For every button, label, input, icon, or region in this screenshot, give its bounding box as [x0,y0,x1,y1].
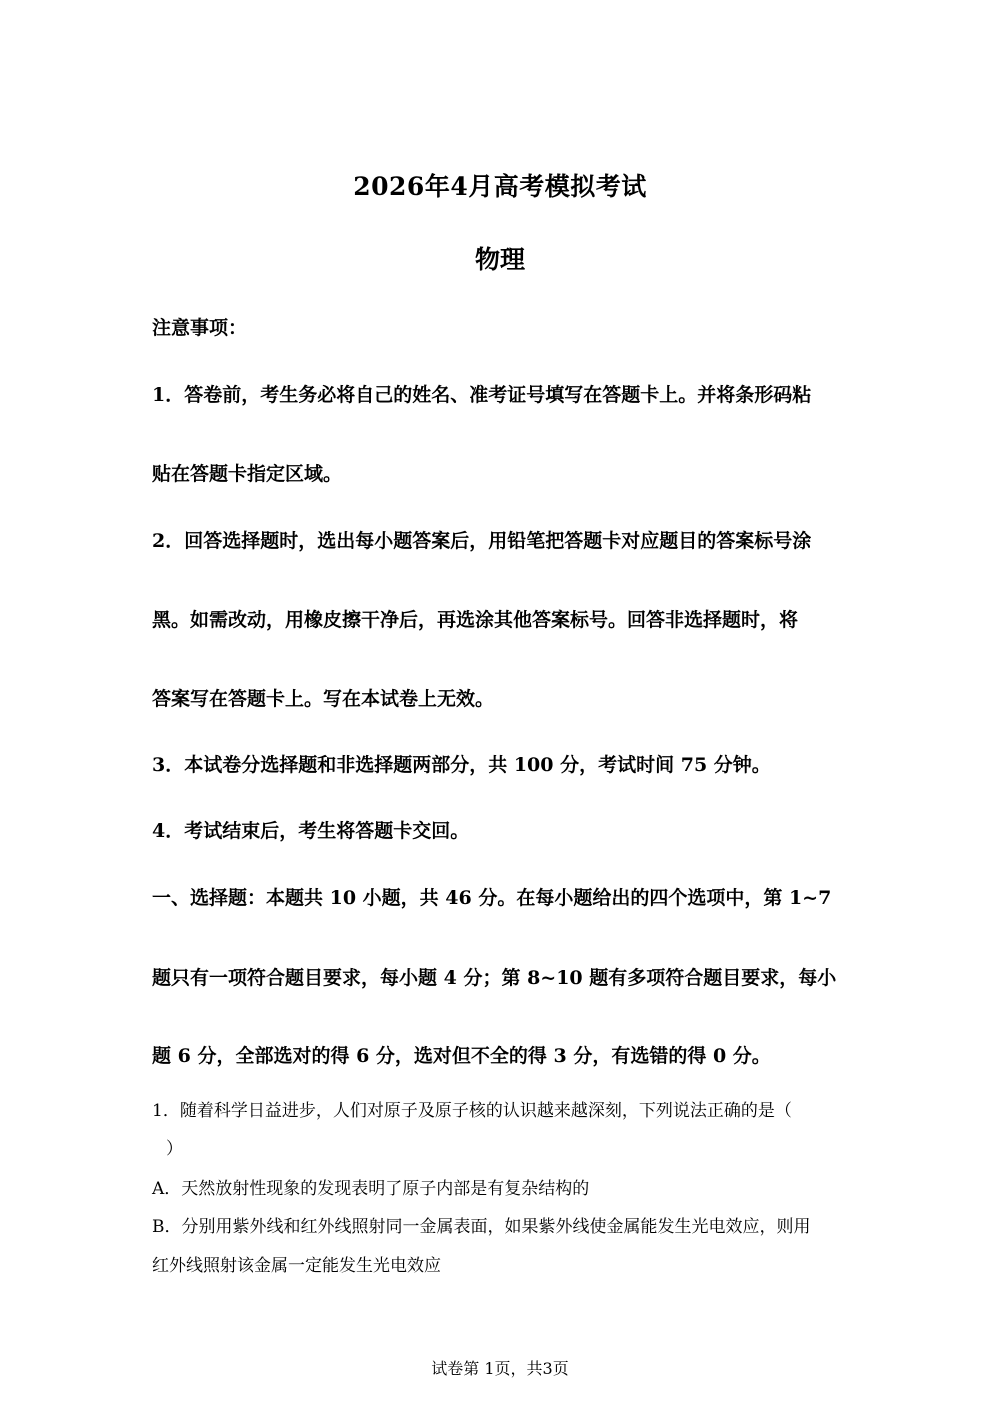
section1-intro-line-3: 题 6 分，全部选对的得 6 分，选对但不全的得 3 分，有选错的得 0 分。 [152,1045,771,1067]
notice-line-7: 4．考试结束后，考生将答题卡交回。 [152,820,470,842]
question1-stem-line-1: 1．随着科学日益进步，人们对原子及原子核的认识越来越深刻，下列说法正确的是（ [152,1101,792,1121]
notice-line-1: 1．答卷前，考生务必将自己的姓名、准考证号填写在答题卡上。并将条形码粘 [152,384,812,406]
notice-line-2: 贴在答题卡指定区域。 [152,463,343,485]
page-footer: 试卷第 1页，共3页 [431,1359,569,1378]
section1-intro-line-1: 一、选择题：本题共 10 小题，共 46 分。在每小题给出的四个选项中，第 1~7 [152,887,832,909]
question1-stem-line-2: ） [166,1139,183,1159]
question1-option-b-line-1: B．分别用紫外线和红外线照射同一金属表面，如果紫外线使金属能发生光电效应，则用 [152,1217,811,1237]
exam-title: 2026年4月高考模拟考试 [353,172,647,201]
notice-line-4: 黑。如需改动，用橡皮擦干净后，再选涂其他答案标号。回答非选择题时，将 [152,609,799,631]
notice-line-6: 3．本试卷分选择题和非选择题两部分，共 100 分，考试时间 75 分钟。 [152,754,771,776]
notice-line-5: 答案写在答题卡上。写在本试卷上无效。 [152,688,495,710]
exam-subject: 物理 [474,245,525,274]
section1-intro-line-2: 题只有一项符合题目要求，每小题 4 分；第 8~10 题有多项符合题目要求，每小 [152,967,837,989]
notice-heading: 注意事项： [152,317,248,339]
question1-option-b-line-2: 红外线照射该金属一定能发生光电效应 [152,1256,441,1276]
question1-option-a: A．天然放射性现象的发现表明了原子内部是有复杂结构的 [152,1179,590,1199]
notice-line-3: 2．回答选择题时，选出每小题答案后，用铅笔把答题卡对应题目的答案标号涂 [152,530,812,552]
